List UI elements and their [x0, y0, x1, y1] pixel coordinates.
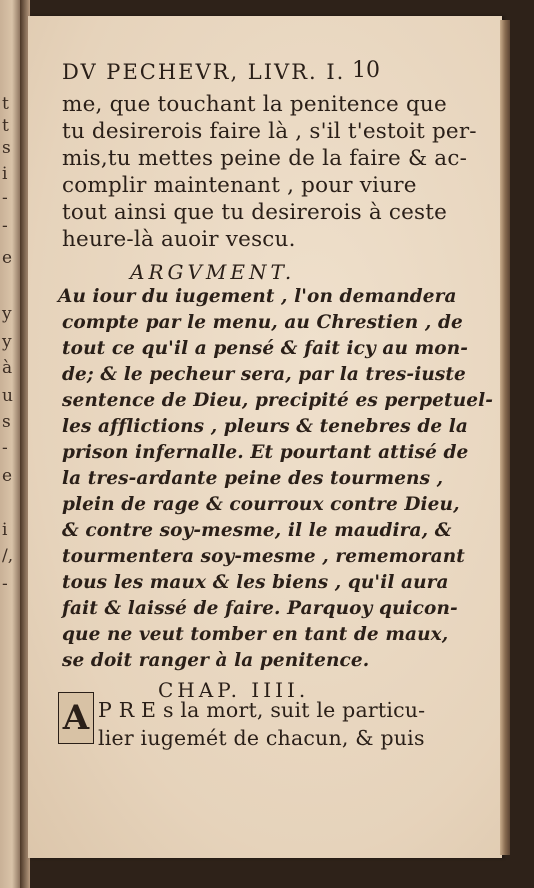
facing-page-fragment: à — [2, 358, 13, 378]
facing-page-fragment: t — [2, 116, 9, 136]
argument-line: les afflictions , pleurs & tenebres de la — [62, 416, 469, 437]
argument-line: prison infernalle. Et pourtant attisé de — [62, 442, 469, 463]
facing-page-fragment: - — [2, 216, 8, 236]
body-line: tu desirerois faire là , s'il t'estoit per- — [62, 119, 477, 144]
chapter-heading: CHAP. IIII. — [158, 678, 310, 702]
initial-letter: A — [62, 698, 90, 738]
running-head: DV PECHEVR, LIVR. I. — [62, 60, 346, 84]
facing-page-fragment: - — [2, 188, 8, 208]
argument-line: que ne veut tomber en tant de maux, — [62, 624, 449, 645]
facing-page-edge — [0, 0, 20, 888]
body-line: tout ainsi que tu desirerois à ceste — [62, 200, 448, 225]
page-edge-shadow — [500, 20, 510, 855]
argument-line: de; & le pecheur sera, par la tres-iuste — [62, 364, 466, 385]
facing-page-fragment: y — [2, 304, 12, 324]
argument-line: & contre soy-mesme, il le maudira, & — [62, 520, 452, 541]
argument-line: compte par le menu, au Chrestien , de — [62, 312, 463, 333]
argument-line: se doit ranger à la penitence. — [62, 650, 370, 671]
facing-page-fragment: i — [2, 164, 8, 184]
facing-page-fragment: /, — [2, 546, 14, 566]
facing-page-fragment: e — [2, 466, 13, 486]
facing-page-fragment: t — [2, 94, 9, 114]
body-line: complir maintenant , pour viure — [62, 173, 417, 198]
facing-page-fragment: y — [2, 332, 12, 352]
decorated-initial — [58, 692, 94, 744]
argument-line: tous les maux & les biens , qu'il aura — [62, 572, 449, 593]
argument-line: plein de rage & courroux contre Dieu, — [62, 494, 460, 515]
facing-page-fragment: u — [2, 386, 13, 406]
facing-page-fragment: s — [2, 412, 11, 432]
argument-line: sentence de Dieu, precipité es perpetuel- — [62, 390, 494, 411]
facing-page-fragment: - — [2, 438, 8, 458]
body-line: me, que touchant la penitence que — [62, 92, 447, 117]
facing-page-fragment: s — [2, 138, 11, 158]
chapter-line: lier iugemét de chacun, & puis — [98, 726, 425, 750]
argument-line: tourmentera soy-mesme , rememorant — [62, 546, 465, 567]
body-line: heure-là auoir vescu. — [62, 227, 296, 252]
chapter-line: P R E s la mort, suit le particu- — [98, 698, 426, 722]
argument-line: fait & laissé de faire. Parquoy quicon- — [62, 598, 458, 619]
facing-page-fragment: e — [2, 248, 13, 268]
argument-heading: ARGVMENT. — [130, 260, 296, 284]
page-number: 10 — [352, 58, 380, 83]
facing-page-fragment: i — [2, 520, 8, 540]
argument-line: la tres-ardante peine des tourmens , — [62, 468, 444, 489]
argument-line: Au iour du iugement , l'on demandera — [58, 286, 457, 307]
body-line: mis,tu mettes peine de la faire & ac- — [62, 146, 468, 171]
argument-line: tout ce qu'il a pensé & fait icy au mon- — [62, 338, 469, 359]
facing-page-fragment: - — [2, 574, 8, 594]
